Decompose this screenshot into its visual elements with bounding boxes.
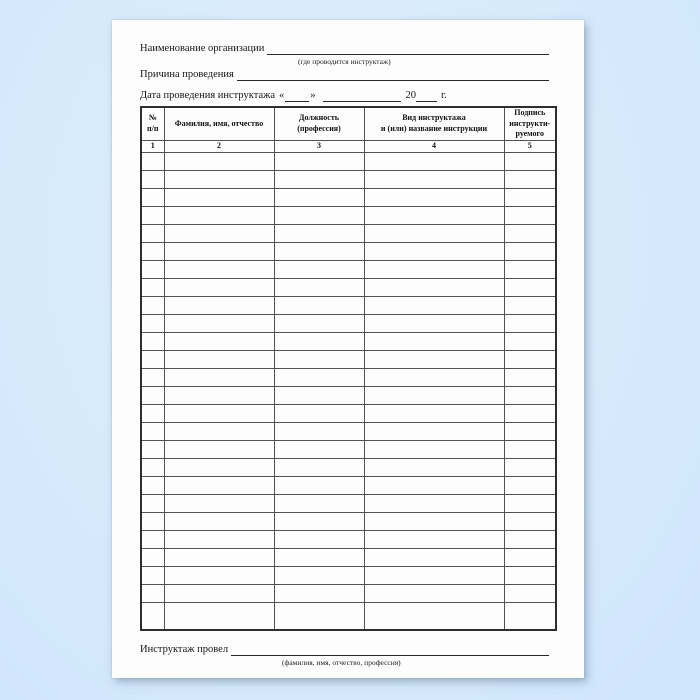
table-cell <box>164 477 274 495</box>
table-cell <box>164 603 274 630</box>
table-row <box>141 206 556 224</box>
table-cell <box>364 314 504 332</box>
table-cell <box>504 531 556 549</box>
table-cell <box>364 188 504 206</box>
col-header-text: (профессия) <box>297 123 341 133</box>
org-name-hint: (где проводится инструктаж) <box>298 57 391 66</box>
table-cell <box>504 170 556 188</box>
table-cell <box>141 188 164 206</box>
table-cell <box>274 296 364 314</box>
table-row <box>141 278 556 296</box>
col-header-text: Фамилия, имя, отчество <box>174 118 264 128</box>
table-cell <box>141 531 164 549</box>
table-cell <box>164 404 274 422</box>
table-row <box>141 188 556 206</box>
table-cell <box>274 368 364 386</box>
table-row <box>141 152 556 170</box>
table-cell <box>164 314 274 332</box>
table-cell <box>164 531 274 549</box>
table-cell <box>504 368 556 386</box>
table-cell <box>364 585 504 603</box>
table-cell <box>274 260 364 278</box>
table-cell <box>504 152 556 170</box>
table-cell <box>504 206 556 224</box>
table-row <box>141 531 556 549</box>
table-cell <box>141 314 164 332</box>
table-cell <box>504 332 556 350</box>
table-row <box>141 242 556 260</box>
date-year-blank <box>416 92 437 102</box>
table-cell <box>364 260 504 278</box>
col-header-signature <box>504 107 556 140</box>
table-cell <box>364 422 504 440</box>
table-cell <box>164 368 274 386</box>
table-cell <box>274 206 364 224</box>
col-header-text: руемого <box>515 128 544 138</box>
table-cell <box>274 188 364 206</box>
table-cell <box>164 170 274 188</box>
table-cell <box>274 152 364 170</box>
table-row <box>141 368 556 386</box>
conducted-by-hint: (фамилия, имя, отчество, профессия) <box>282 658 401 667</box>
table-cell <box>364 567 504 585</box>
table-cell <box>504 603 556 630</box>
table-cell <box>364 513 504 531</box>
table-cell <box>504 260 556 278</box>
quote-close: » <box>310 90 316 101</box>
year-suffix: г. <box>441 90 447 101</box>
table-cell <box>141 350 164 368</box>
conducted-by-label: Инструктаж провел <box>140 644 229 655</box>
table-row <box>141 170 556 188</box>
col-header-text: № <box>148 113 157 123</box>
table-cell <box>504 188 556 206</box>
reason-line <box>140 69 555 81</box>
table-cell <box>164 242 274 260</box>
table-cell <box>164 206 274 224</box>
table-cell <box>504 422 556 440</box>
table-head <box>141 107 556 152</box>
table-cell <box>141 404 164 422</box>
table-cell <box>364 386 504 404</box>
table-cell <box>504 314 556 332</box>
table-cell <box>274 314 364 332</box>
table-cell <box>141 152 164 170</box>
table-cell <box>164 441 274 459</box>
reason-blank <box>237 79 549 81</box>
table-cell <box>164 224 274 242</box>
table-cell <box>141 495 164 513</box>
table-row <box>141 459 556 477</box>
col-header-name <box>164 107 274 140</box>
table-cell <box>164 350 274 368</box>
table-cell <box>274 278 364 296</box>
table-row <box>141 513 556 531</box>
table-cell <box>504 242 556 260</box>
col-header-text: Вид инструктажа <box>402 113 466 123</box>
table-cell <box>164 585 274 603</box>
col-header-text: Должность <box>298 113 339 123</box>
table-cell <box>364 296 504 314</box>
document-page <box>112 20 584 678</box>
table-cell <box>164 386 274 404</box>
table-row <box>141 549 556 567</box>
column-number: 4 <box>364 140 504 152</box>
table-row <box>141 495 556 513</box>
table-row <box>141 296 556 314</box>
table-cell <box>364 224 504 242</box>
table-cell <box>274 567 364 585</box>
table-cell <box>504 459 556 477</box>
table-cell <box>364 152 504 170</box>
column-number-row <box>141 140 556 152</box>
table-cell <box>164 188 274 206</box>
table-cell <box>141 477 164 495</box>
date-line <box>140 90 555 102</box>
table-cell <box>504 477 556 495</box>
table-cell <box>364 242 504 260</box>
table-cell <box>141 242 164 260</box>
table-cell <box>164 278 274 296</box>
col-header-text: инструкти- <box>509 118 551 128</box>
table-cell <box>164 567 274 585</box>
table-cell <box>141 296 164 314</box>
col-header-instruction-type <box>364 107 504 140</box>
table-cell <box>274 332 364 350</box>
col-header-position <box>274 107 364 140</box>
table-cell <box>141 567 164 585</box>
conducted-by-line <box>140 644 555 656</box>
table-cell <box>504 404 556 422</box>
table-cell <box>141 549 164 567</box>
table-row <box>141 260 556 278</box>
table-cell <box>364 278 504 296</box>
col-header-text: п/п <box>147 123 159 133</box>
table-cell <box>504 441 556 459</box>
table-cell <box>504 585 556 603</box>
col-header-index <box>141 107 164 140</box>
table-cell <box>141 422 164 440</box>
table-cell <box>274 350 364 368</box>
table-cell <box>504 350 556 368</box>
table-row <box>141 350 556 368</box>
table-cell <box>274 224 364 242</box>
table-cell <box>141 206 164 224</box>
date-month-blank <box>323 92 401 102</box>
org-name-blank <box>267 53 549 55</box>
table-header-row <box>141 107 556 140</box>
date-day-blank <box>285 92 309 102</box>
table-cell <box>364 332 504 350</box>
table-row <box>141 585 556 603</box>
table-row <box>141 567 556 585</box>
col-header-text: и (или) название инструкции <box>380 123 488 133</box>
table-cell <box>364 459 504 477</box>
table-cell <box>141 386 164 404</box>
table-cell <box>504 278 556 296</box>
table-cell <box>364 404 504 422</box>
year-prefix: 20 <box>405 90 417 101</box>
table-cell <box>274 441 364 459</box>
column-number: 5 <box>504 140 556 152</box>
table-cell <box>364 603 504 630</box>
table-cell <box>364 368 504 386</box>
table-cell <box>274 386 364 404</box>
table-cell <box>141 224 164 242</box>
table-cell <box>141 459 164 477</box>
table-cell <box>504 495 556 513</box>
table-row <box>141 314 556 332</box>
table-cell <box>274 585 364 603</box>
quote-open: « <box>279 90 285 101</box>
table-cell <box>141 585 164 603</box>
table-cell <box>504 224 556 242</box>
table-cell <box>141 368 164 386</box>
table-cell <box>504 513 556 531</box>
table-body <box>141 152 556 630</box>
column-number: 1 <box>141 140 164 152</box>
table-row <box>141 224 556 242</box>
table-cell <box>364 549 504 567</box>
table-cell <box>364 477 504 495</box>
table-cell <box>364 170 504 188</box>
table-cell <box>164 549 274 567</box>
table-cell <box>164 495 274 513</box>
table-cell <box>504 549 556 567</box>
table-cell <box>141 441 164 459</box>
table-cell <box>274 170 364 188</box>
col-header-text: Подпись <box>514 108 546 118</box>
table-cell <box>164 513 274 531</box>
table-cell <box>274 242 364 260</box>
instruction-log-table <box>140 106 557 631</box>
table-cell <box>504 296 556 314</box>
table-cell <box>274 495 364 513</box>
table-row <box>141 441 556 459</box>
table-cell <box>164 459 274 477</box>
table-cell <box>364 206 504 224</box>
table-row <box>141 422 556 440</box>
table-row <box>141 477 556 495</box>
table-cell <box>274 531 364 549</box>
table-cell <box>141 278 164 296</box>
table-cell <box>504 386 556 404</box>
table-cell <box>164 422 274 440</box>
table-cell <box>274 404 364 422</box>
table-cell <box>164 260 274 278</box>
table-cell <box>141 513 164 531</box>
table-cell <box>274 513 364 531</box>
date-label: Дата проведения инструктажа <box>140 90 276 101</box>
table-cell <box>141 603 164 630</box>
table-cell <box>274 603 364 630</box>
table-row <box>141 404 556 422</box>
table-cell <box>274 459 364 477</box>
table-cell <box>164 296 274 314</box>
org-name-label: Наименование организации <box>140 43 265 54</box>
table-cell <box>164 152 274 170</box>
column-number: 2 <box>164 140 274 152</box>
table-row <box>141 332 556 350</box>
table-cell <box>164 332 274 350</box>
table-cell <box>364 531 504 549</box>
table-cell <box>364 441 504 459</box>
table-cell <box>274 422 364 440</box>
table-cell <box>141 260 164 278</box>
conducted-by-blank <box>231 654 549 656</box>
table-row <box>141 603 556 630</box>
table-cell <box>141 332 164 350</box>
table-cell <box>274 549 364 567</box>
org-name-line <box>140 43 555 55</box>
table-cell <box>364 350 504 368</box>
table-cell <box>274 477 364 495</box>
table-cell <box>504 567 556 585</box>
table-cell <box>364 495 504 513</box>
table-cell <box>141 170 164 188</box>
table-row <box>141 386 556 404</box>
reason-label: Причина проведения <box>140 69 234 80</box>
column-number: 3 <box>274 140 364 152</box>
